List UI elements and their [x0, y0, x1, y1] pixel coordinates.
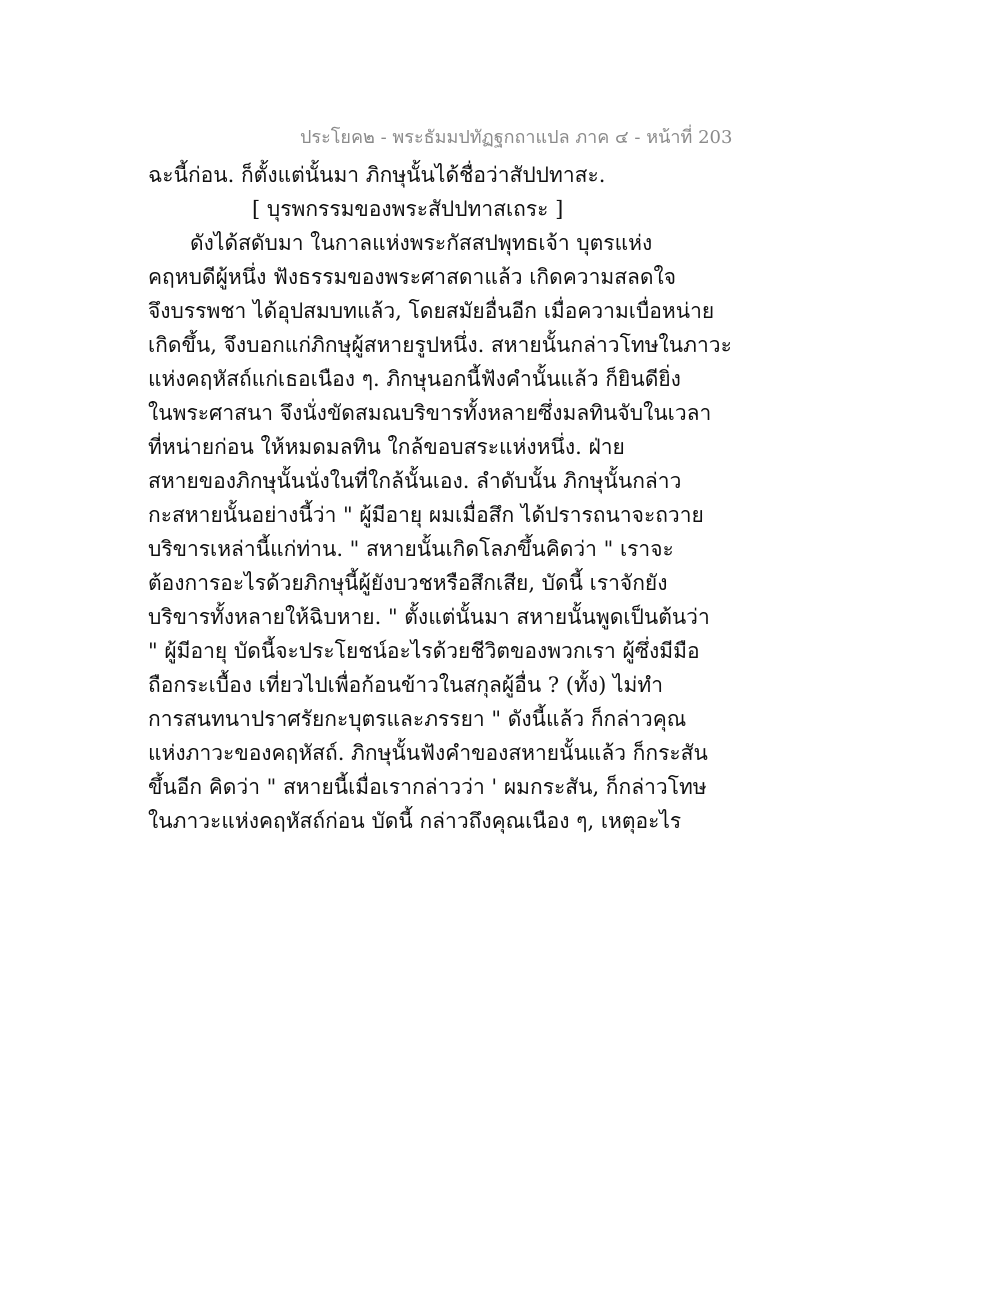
running-header: ประโยค๒ - พระธัมมปทัฏฐกถาแปล ภาค ๔ - หน้าที่ 203 [300, 127, 733, 148]
text-line: แห่งคฤหัสถ์แก่เธอเนือง ๆ. ภิกษุนอกนี้ฟังคำนั้นแล้ว ก็ยินดียิ่ง [148, 367, 681, 391]
text-line: ต้องการอะไรด้วยภิกษุนี้ผู้ยังบวชหรือสึกเสีย, บัดนี้ เราจักยัง [148, 571, 668, 595]
text-line: คฤหบดีผู้หนึ่ง ฟังธรรมของพระศาสดาแล้ว เกิดความสลดใจ [148, 265, 677, 289]
text-line: การสนทนาปราศรัยกะบุตรและภรรยา " ดังนี้แล้ว ก็กล่าวคุณ [148, 707, 687, 731]
text-line: " ผู้มีอายุ บัดนี้จะประโยชน์อะไรด้วยชีวิตของพวกเรา ผู้ซึ่งมีมือ [148, 639, 700, 663]
text-line: ถือกระเบื้อง เที่ยวไปเพื่อก้อนข้าวในสกุลผู้อื่น ? (ทั้ง) ไม่ทำ [148, 673, 664, 697]
text-line: ในพระศาสนา จึงนั่งขัดสมณบริขารทั้งหลายซึ่งมลทินจับในเวลา [148, 401, 712, 425]
text-line: กะสหายนั้นอย่างนี้ว่า " ผู้มีอายุ ผมเมื่อสึก ได้ปรารถนาจะถวาย [148, 503, 704, 527]
text-line: จึงบรรพชา ได้อุปสมบทแล้ว, โดยสมัยอื่นอีก เมื่อความเบื่อหน่าย [148, 299, 715, 323]
text-line: บริขารเหล่านี้แก่ท่าน. " สหายนั้นเกิดโลภขึ้นคิดว่า " เราจะ [148, 537, 674, 561]
text-line: แห่งภาวะของคฤหัสถ์. ภิกษุนั้นฟังคำของสหายนั้นแล้ว ก็กระสัน [148, 741, 708, 765]
text-line: บริขารทั้งหลายให้ฉิบหาย. " ตั้งแต่นั้นมา สหายนั้นพูดเป็นต้นว่า [148, 605, 710, 629]
text-line: เกิดขึ้น, จึงบอกแก่ภิกษุผู้สหายรูปหนึ่ง. สหายนั้นกล่าวโทษในภาวะ [148, 333, 732, 357]
section-heading: [ บุรพกรรมของพระสัปปทาสเถระ ] [252, 197, 564, 221]
text-line: ขึ้นอีก คิดว่า " สหายนี้เมื่อเรากล่าวว่า ' ผมกระสัน, ก็กล่าวโทษ [148, 775, 707, 799]
paragraph-first-line: ดังได้สดับมา ในกาลแห่งพระกัสสปพุทธเจ้า บุตรแห่ง [190, 231, 653, 255]
body-text [148, 158, 732, 838]
text-line: ที่หน่ายก่อน ให้หมดมลทิน ใกล้ขอบสระแห่งหนึ่ง. ฝ่าย [148, 435, 625, 459]
text-line: ในภาวะแห่งคฤหัสถ์ก่อน บัดนี้ กล่าวถึงคุณเนือง ๆ, เหตุอะไร [148, 809, 682, 833]
text-line: สหายของภิกษุนั้นนั่งในที่ใกล้นั้นเอง. ลำดับนั้น ภิกษุนั้นกล่าว [148, 469, 682, 493]
text-line: ฉะนี้ก่อน. ก็ตั้งแต่นั้นมา ภิกษุนั้นได้ชื่อว่าสัปปทาสะ. [148, 163, 606, 187]
